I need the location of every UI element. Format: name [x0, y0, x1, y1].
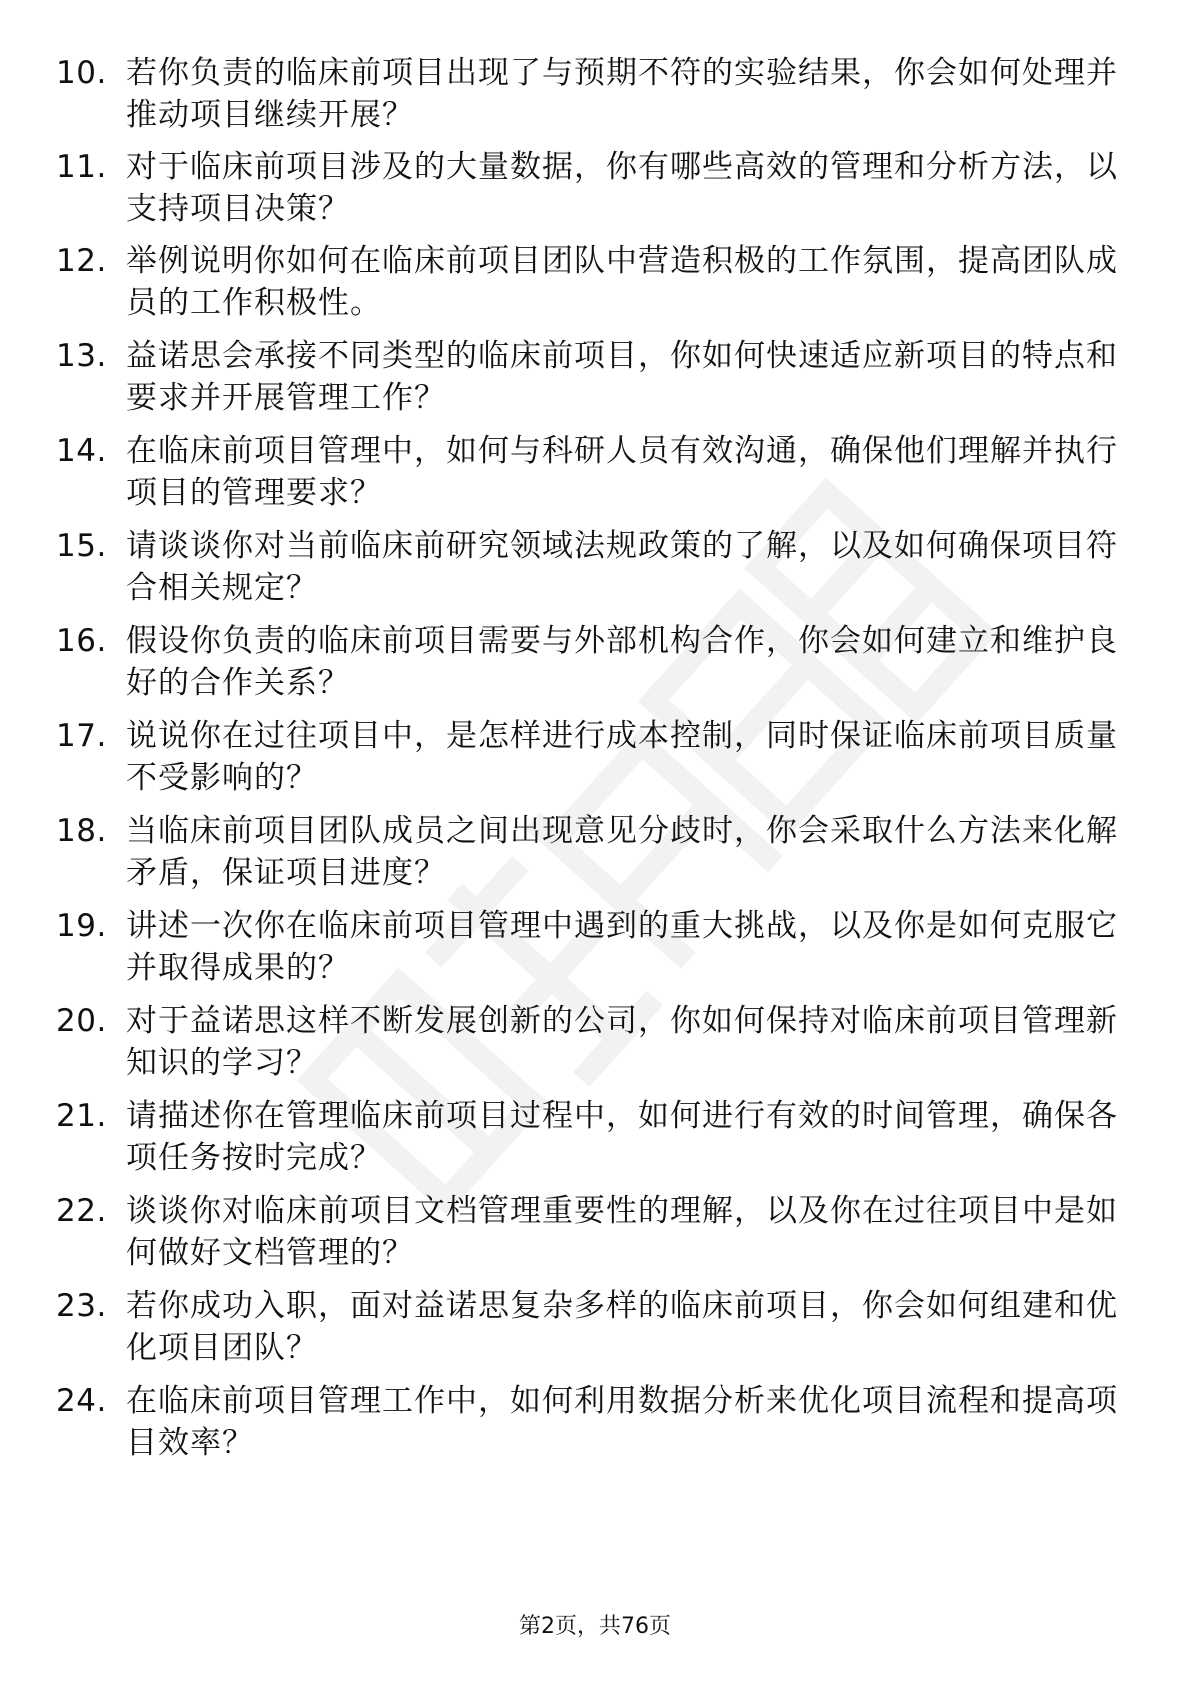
question-item: [0, 525, 1190, 615]
question-item: [0, 905, 1190, 995]
question-item: [0, 810, 1190, 900]
question-number: 19.: [56, 908, 107, 944]
question-text: 请描述你在管理临床前项目过程中，如何进行有效的时间管理，确保各项任务按时完成？: [126, 1098, 1118, 1176]
question-item: [0, 335, 1190, 425]
question-text: 举例说明你如何在临床前项目团队中营造积极的工作氛围，提高团队成员的工作积极性。: [126, 243, 1118, 321]
question-text: 在临床前项目管理工作中，如何利用数据分析来优化项目流程和提高项目效率？: [126, 1383, 1118, 1461]
question-text: 讲述一次你在临床前项目管理中遇到的重大挑战，以及你是如何克服它并取得成果的？: [126, 908, 1118, 986]
question-text: 对于临床前项目涉及的大量数据，你有哪些高效的管理和分析方法，以支持项目决策？: [126, 149, 1118, 227]
question-text: 若你成功入职，面对益诺思复杂多样的临床前项目，你会如何组建和优化项目团队？: [126, 1288, 1118, 1366]
question-number: 20.: [56, 1003, 107, 1039]
question-number: 21.: [56, 1098, 107, 1134]
question-number: 23.: [56, 1288, 107, 1324]
question-item: [0, 52, 1190, 142]
question-number: 18.: [56, 813, 107, 849]
question-item: [0, 146, 1190, 236]
question-text: 假设你负责的临床前项目需要与外部机构合作，你会如何建立和维护良好的合作关系？: [126, 623, 1118, 701]
question-item: [0, 1095, 1190, 1185]
question-text: 对于益诺思这样不断发展创新的公司，你如何保持对临床前项目管理新知识的学习？: [126, 1003, 1118, 1081]
question-item: [0, 240, 1190, 330]
question-item: [0, 1380, 1190, 1470]
question-item: [0, 1190, 1190, 1280]
question-number: 22.: [56, 1193, 107, 1229]
question-text: 说说你在过往项目中，是怎样进行成本控制，同时保证临床前项目质量不受影响的？: [126, 718, 1118, 796]
question-number: 14.: [56, 433, 107, 469]
question-text: 谈谈你对临床前项目文档管理重要性的理解，以及你在过往项目中是如何做好文档管理的？: [126, 1193, 1118, 1271]
question-text: 若你负责的临床前项目出现了与预期不符的实验结果，你会如何处理并推动项目继续开展？: [126, 55, 1118, 133]
question-item: [0, 620, 1190, 710]
question-number: 11.: [56, 149, 107, 185]
question-text: 在临床前项目管理中，如何与科研人员有效沟通，确保他们理解并执行项目的管理要求？: [126, 433, 1118, 511]
page-number-footer: 第2页，共76页: [519, 1614, 671, 1639]
question-item: [0, 1285, 1190, 1375]
question-item: [0, 715, 1190, 805]
question-item: [0, 1000, 1190, 1090]
question-number: 16.: [56, 623, 107, 659]
question-text: 益诺思会承接不同类型的临床前项目，你如何快速适应新项目的特点和要求并开展管理工作？: [126, 338, 1118, 416]
question-number: 15.: [56, 528, 107, 564]
question-number: 17.: [56, 718, 107, 754]
question-text: 当临床前项目团队成员之间出现意见分歧时，你会采取什么方法来化解矛盾，保证项目进度？: [126, 813, 1118, 891]
question-text: 请谈谈你对当前临床前研究领域法规政策的了解，以及如何确保项目符合相关规定？: [126, 528, 1118, 606]
question-number: 24.: [56, 1383, 107, 1419]
question-number: 13.: [56, 338, 107, 374]
question-number: 10.: [56, 55, 107, 91]
question-number: 12.: [56, 243, 107, 279]
question-item: [0, 430, 1190, 520]
